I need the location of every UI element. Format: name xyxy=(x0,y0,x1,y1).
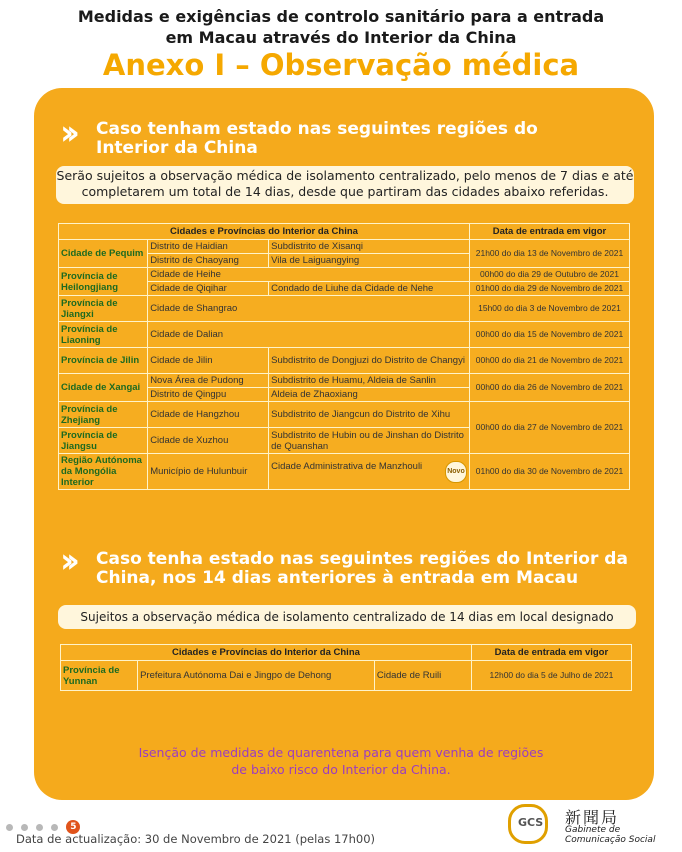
district-cell: Subdistrito de Dongjuzi do Distrito de Changyi xyxy=(269,348,470,374)
region-cell: Província de Zhejiang xyxy=(59,402,148,428)
page-dot[interactable] xyxy=(36,824,43,831)
date-cell: 00h00 do dia 26 de Novembro de 2021 xyxy=(469,374,629,402)
date-cell: 01h00 do dia 29 de Novembro de 2021 xyxy=(469,282,629,296)
page-dot[interactable] xyxy=(51,824,58,831)
city-cell: Cidade de Qiqihar xyxy=(148,282,269,296)
city-cell: Cidade de Heihe xyxy=(148,268,470,282)
city-cell: Distrito de Chaoyang xyxy=(148,254,269,268)
regions-table-2 xyxy=(60,644,632,691)
region-cell: Província de Jiangsu xyxy=(59,428,148,454)
city-cell: Nova Área de Pudong xyxy=(148,374,269,388)
city-cell: Prefeitura Autónoma Dai e Jingpo de Dehong xyxy=(138,661,375,691)
city-cell: Cidade de Dalian xyxy=(148,322,470,348)
col-date-header: Data de entrada em vigor xyxy=(471,645,631,661)
region-cell: Província de Jiangxi xyxy=(59,296,148,322)
date-cell: 01h00 do dia 30 de Novembro de 2021 xyxy=(469,454,629,490)
chevron-right-icon: ›› xyxy=(60,541,73,581)
date-cell: 12h00 do dia 5 de Julho de 2021 xyxy=(471,661,631,691)
chevron-right-icon: ›› xyxy=(60,113,73,153)
update-timestamp: Data de actualização: 30 de Novembro de 2021 (pelas 17h00) xyxy=(16,832,376,846)
title-line-1: Medidas e exigências de controlo sanitário para a entrada xyxy=(77,7,605,26)
district-cell: Subdistrito de Hubin ou de Jinshan do Distrito de Quanshan xyxy=(269,428,470,454)
district-cell: Novo Cidade Administrativa de Manzhouli xyxy=(269,454,470,490)
region-cell: Província de Yunnan xyxy=(61,661,138,691)
city-cell: Distrito de Haidian xyxy=(148,240,269,254)
col-regions-header: Cidades e Províncias do Interior da China xyxy=(61,645,472,661)
date-cell: 00h00 do dia 27 de Novembro de 2021 xyxy=(469,402,629,454)
city-cell: Distrito de Qingpu xyxy=(148,388,269,402)
page-dot[interactable] xyxy=(21,824,28,831)
section2-notice: Sujeitos a observação médica de isolamento centralizado de 14 dias em local designado xyxy=(58,605,636,629)
page-title xyxy=(0,6,682,48)
date-cell: 00h00 do dia 15 de Novembro de 2021 xyxy=(469,322,629,348)
new-badge: Novo xyxy=(445,461,467,483)
date-cell: 00h00 do dia 21 de Novembro de 2021 xyxy=(469,348,629,374)
region-cell: Região Autónoma da Mongólia Interior xyxy=(59,454,148,490)
col-date-header: Data de entrada em vigor xyxy=(469,224,629,240)
logo-chinese-name: 新聞局 xyxy=(565,808,620,827)
city-cell: Município de Hulunbuir xyxy=(148,454,269,490)
quarantine-exemption-note: Isenção de medidas de quarentena para quem venha de regiões de baixo risco do Interior da China. xyxy=(138,745,544,777)
region-cell: Cidade de Pequim xyxy=(59,240,148,268)
regions-table-1 xyxy=(58,223,630,490)
annex-title: Anexo I – Observação médica xyxy=(102,48,580,82)
logo-abbreviation: GCS xyxy=(518,816,544,829)
date-cell: 00h00 do dia 29 de Outubro de 2021 xyxy=(469,268,629,282)
district-cell: Subdistrito de Jiangcun do Distrito de Xihu xyxy=(269,402,470,428)
title-line-2: em Macau através do Interior da China xyxy=(165,28,517,47)
page-dot-active[interactable]: 5 xyxy=(66,820,80,834)
page-dot[interactable] xyxy=(6,824,13,831)
region-cell: Província de Jilin xyxy=(59,348,148,374)
district-cell: Subdistrito de Xisanqi xyxy=(269,240,470,254)
region-cell: Província de Liaoning xyxy=(59,322,148,348)
district-cell: Condado de Liuhe da Cidade de Nehe xyxy=(269,282,470,296)
city-cell: Cidade de Hangzhou xyxy=(148,402,269,428)
district-cell: Vila de Laiguangying xyxy=(269,254,470,268)
section2-title: Caso tenha estado nas seguintes regiões do Interior da China, nos 14 dias anteriores à entrada em Macau xyxy=(96,549,628,588)
district-cell: Cidade de Ruili xyxy=(374,661,471,691)
region-cell: Cidade de Xangai xyxy=(59,374,148,402)
date-cell: 21h00 do dia 13 de Novembro de 2021 xyxy=(469,240,629,268)
district-cell: Aldeia de Zhaoxiang xyxy=(269,388,470,402)
col-regions-header: Cidades e Províncias do Interior da China xyxy=(59,224,470,240)
section1-title: Caso tenham estado nas seguintes regiões do Interior da China xyxy=(96,119,538,158)
city-cell: Cidade de Jilin xyxy=(148,348,269,374)
section1-notice: Serão sujeitos a observação médica de isolamento centralizado, pelo menos de 7 dias e até completarem um total de 14 dias, desde que partiram das cidades abaixo referidas. xyxy=(56,166,634,204)
district-cell: Subdistrito de Huamu, Aldeia de Sanlin xyxy=(269,374,470,388)
city-cell: Cidade de Xuzhou xyxy=(148,428,269,454)
logo-portuguese-name: Gabinete de Comunicação Social xyxy=(565,825,656,845)
region-cell: Província de Heilongjiang xyxy=(59,268,148,296)
date-cell: 15h00 do dia 3 de Novembro de 2021 xyxy=(469,296,629,322)
city-cell: Cidade de Shangrao xyxy=(148,296,470,322)
